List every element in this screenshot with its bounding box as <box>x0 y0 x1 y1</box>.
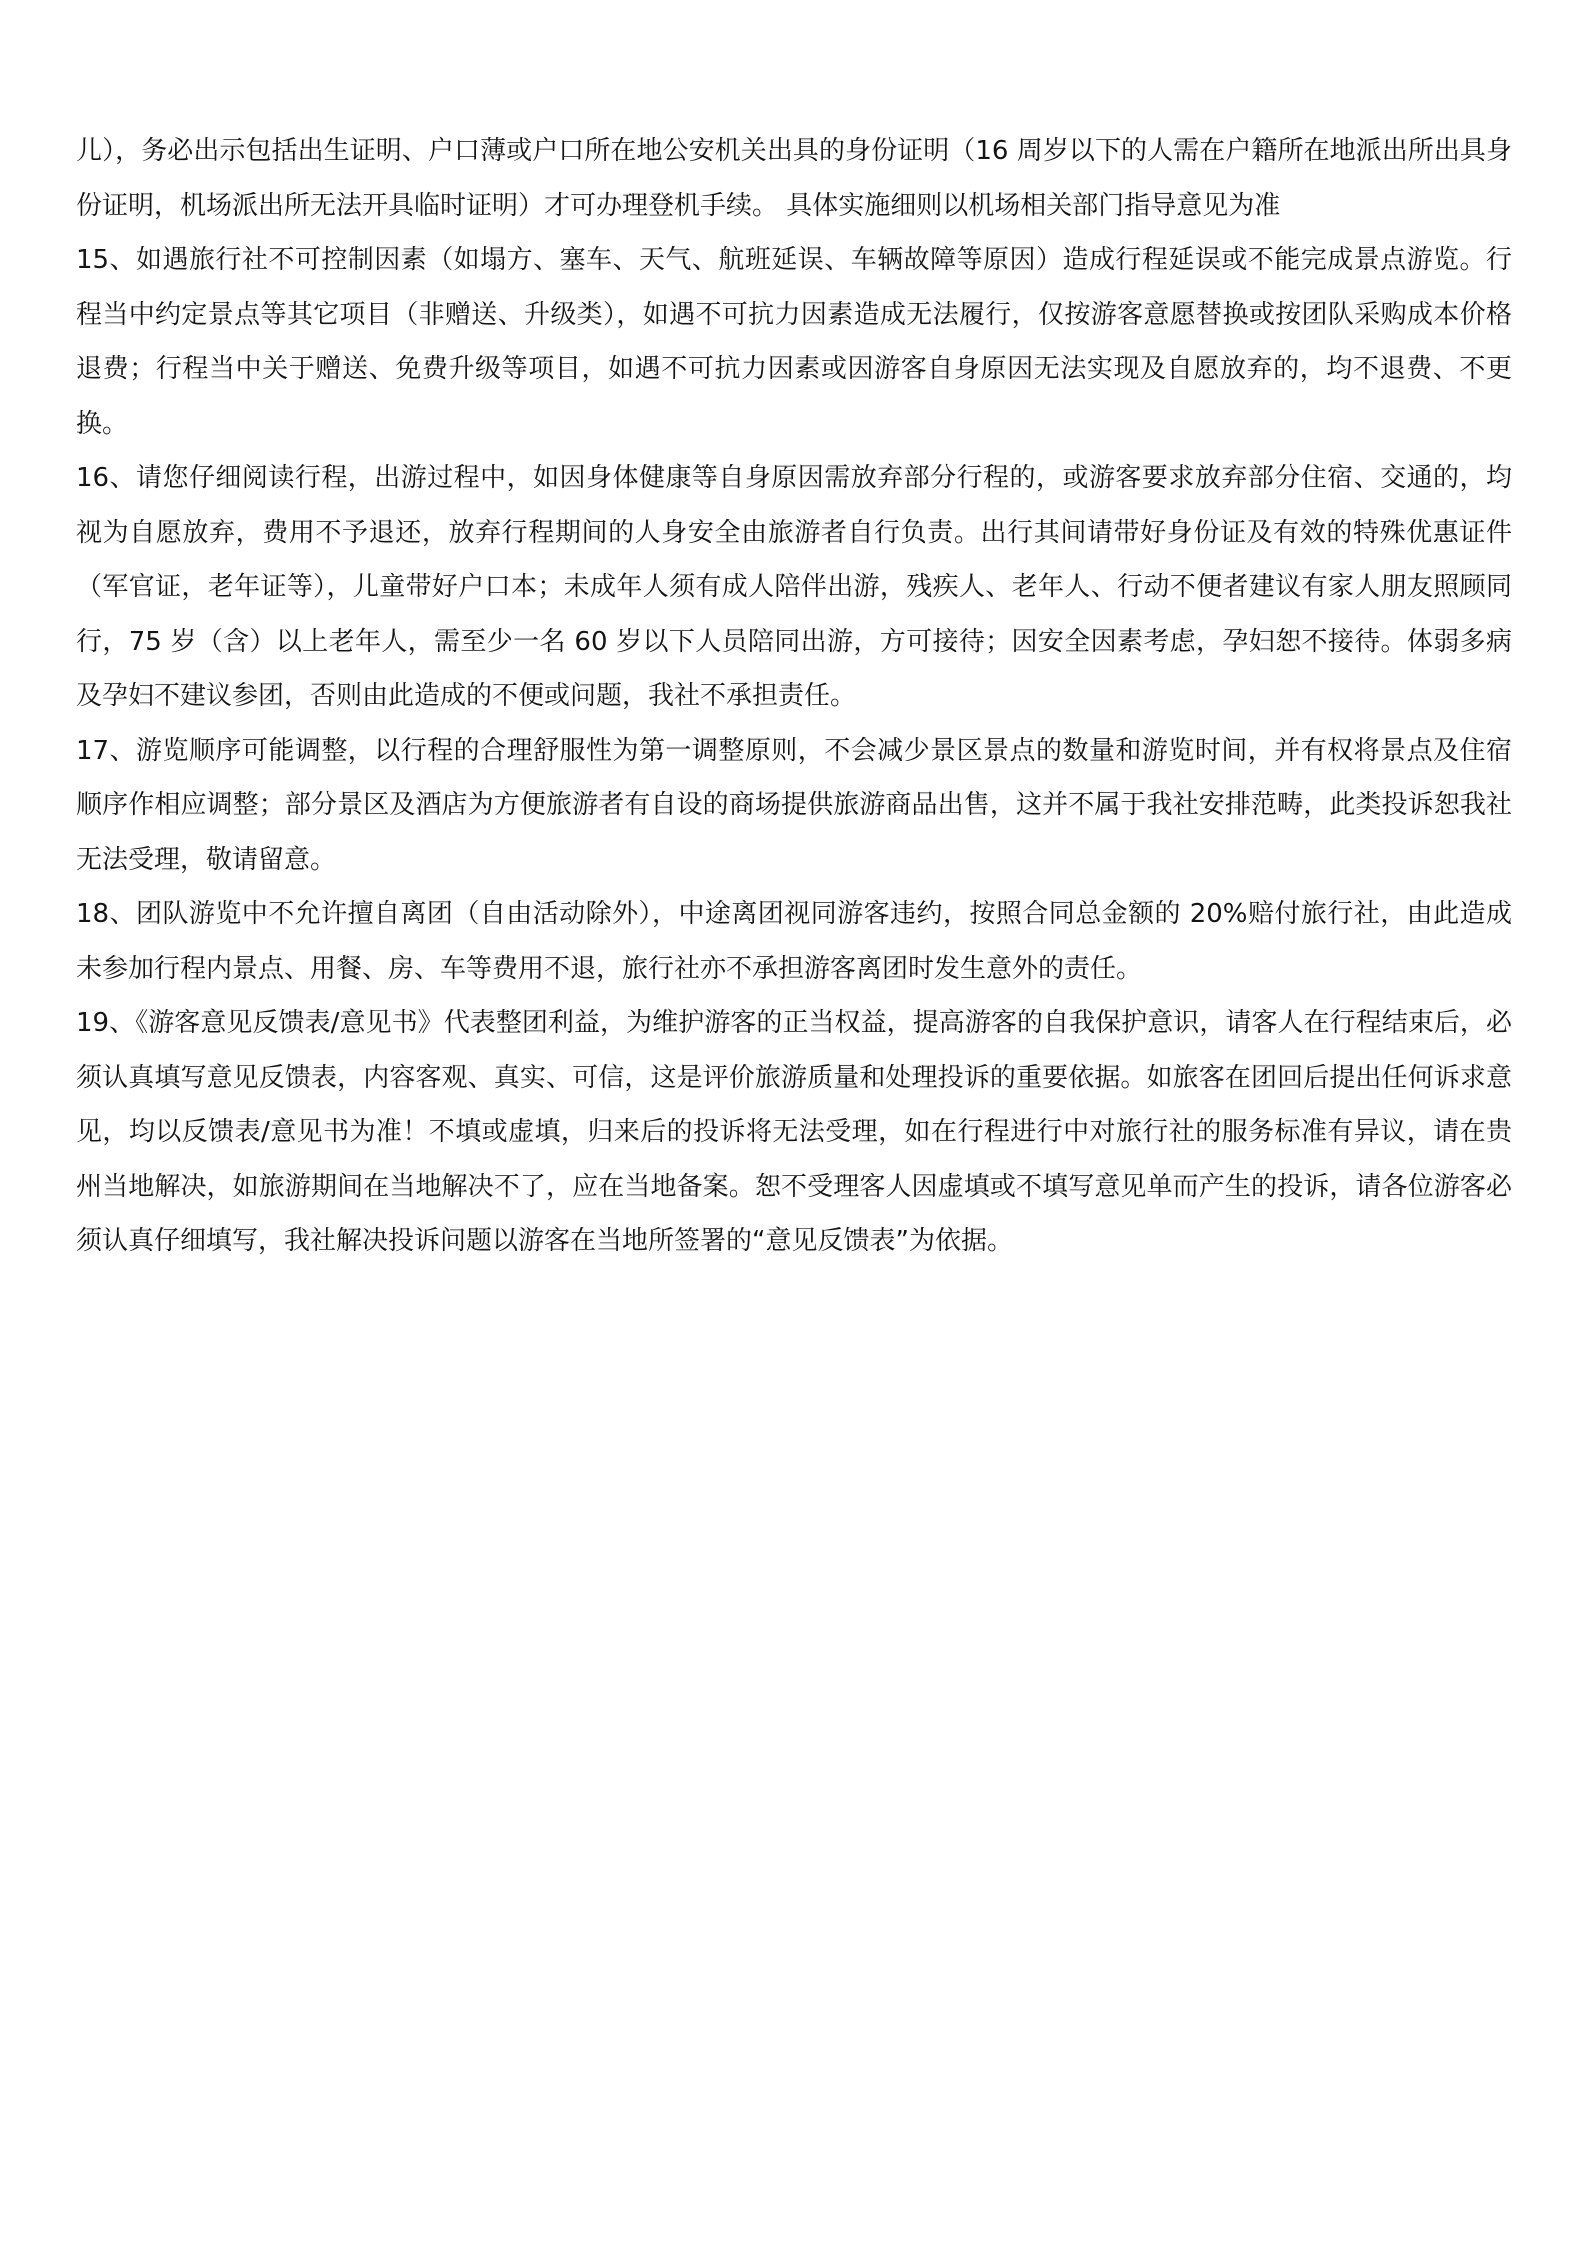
paragraph-16-read-itinerary: 16、请您仔细阅读行程，出游过程中，如因身体健康等自身原因需放弃部分行程的，或游客要求放弃部分住宿、交通的，均视为自愿放弃，费用不予退还，放弃行程期间的人身安全由旅游者自行负责。出行其间请带好身份证及有效的特殊优惠证件（军官证，老年证等），儿童带好户口本；未成年人须有成人陪伴出游，残疾人、老年人、行动不便者建议有家人朋友照顾同行，75 岁（含）以上老年人，需至少一名 60 岁以下人员陪同出游，方可接待；因安全因素考虑，孕妇恕不接待。体弱多病及孕妇不建议参团，否则由此造成的不便或问题，我社不承担责任。 <box>76 463 1512 711</box>
paragraph-18-leaving-group: 18、团队游览中不允许擅自离团（自由活动除外），中途离团视同游客违约，按照合同总金额的 20%赔付旅行社，由此造成未参加行程内景点、用餐、房、车等费用不退，旅行社亦不承担游客离团时发生意外的责任。 <box>76 899 1512 984</box>
paragraph-15-force-majeure: 15、如遇旅行社不可控制因素（如塌方、塞车、天气、航班延误、车辆故障等原因）造成行程延误或不能完成景点游览。行程当中约定景点等其它项目（非赠送、升级类），如遇不可抗力因素造成无法履行，仅按游客意愿替换或按团队采购成本价格退费；行程当中关于赠送、免费升级等项目，如遇不可抗力因素或因游客自身原因无法实现及自愿放弃的，均不退费、不更换。 <box>76 245 1512 439</box>
paragraph-19-feedback-form: 19、《游客意见反馈表/意见书》代表整团利益，为维护游客的正当权益，提高游客的自我保护意识，请客人在行程结束后，必须认真填写意见反馈表，内容客观、真实、可信，这是评价旅游质量和处理投诉的重要依据。如旅客在团回后提出任何诉求意见，均以反馈表/意见书为准！不填或虚填，归来后的投诉将无法受理，如在行程进行中对旅行社的服务标准有异议，请在贵州当地解决，如旅游期间在当地解决不了，应在当地备案。恕不受理客人因虚填或不填写意见单而产生的投诉，请各位游客必须认真仔细填写，我社解决投诉问题以游客在当地所签署的“意见反馈表”为依据。 <box>76 1008 1512 1256</box>
document-body <box>76 124 1512 1269</box>
paragraph-continuation-id-requirements: 儿），务必出示包括出生证明、户口薄或户口所在地公安机关出具的身份证明（16 周岁以下的人需在户籍所在地派出所出具身份证明，机场派出所无法开具临时证明）才可办理登机手续。 具体实施细则以机场相关部门指导意见为准 <box>76 136 1512 221</box>
paragraph-17-tour-order: 17、游览顺序可能调整，以行程的合理舒服性为第一调整原则，不会减少景区景点的数量和游览时间，并有权将景点及住宿顺序作相应调整；部分景区及酒店为方便旅游者有自设的商场提供旅游商品出售，这并不属于我社安排范畴，此类投诉恕我社无法受理，敬请留意。 <box>76 735 1512 875</box>
